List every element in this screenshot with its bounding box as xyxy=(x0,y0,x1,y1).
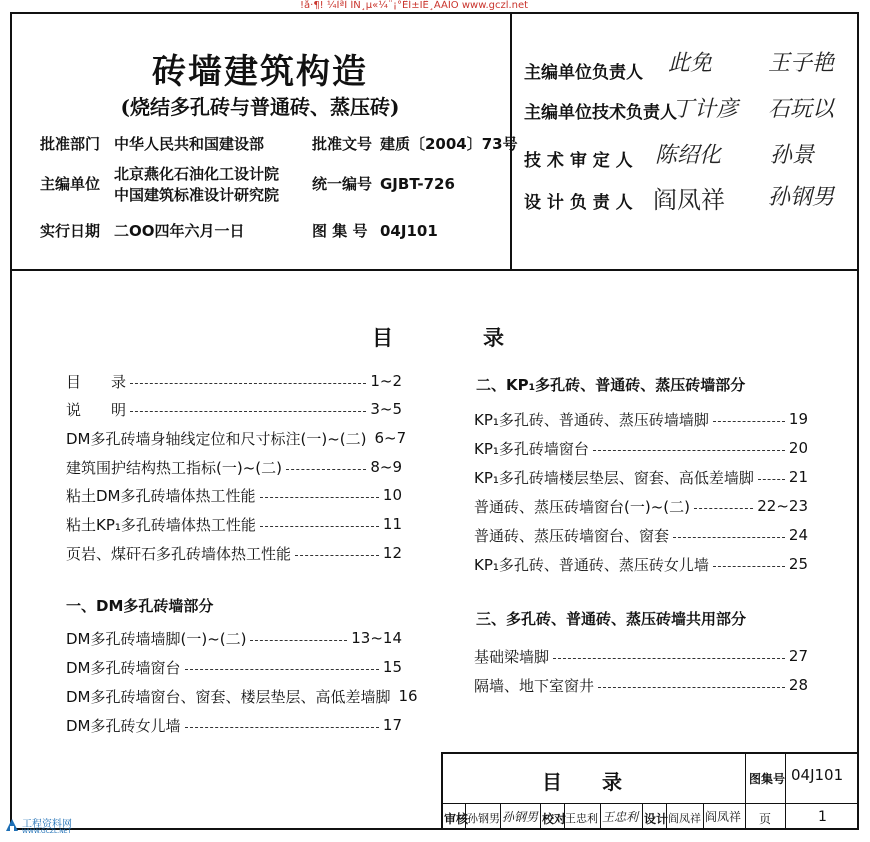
toc-item[interactable] xyxy=(474,645,808,667)
toc-item-label: 目 录 xyxy=(66,372,127,391)
toc-item-page: 8~9 xyxy=(370,458,402,476)
header-divider xyxy=(10,269,859,271)
toc-heading-left: 目 xyxy=(372,326,393,350)
handwritten-signature: 阎凤祥 xyxy=(653,186,725,214)
handwritten-signature: 此免 xyxy=(668,51,713,76)
toc-item[interactable] xyxy=(474,466,808,488)
toc-item-label: DM多孔砖墙身轴线定位和尺寸标注(一)~(二) xyxy=(66,429,367,448)
toc-item-label: 页岩、煤矸石多孔砖墙体热工性能 xyxy=(66,544,292,563)
section-heading: 三、多孔砖、普通砖、蒸压砖墙共用部分 xyxy=(476,610,747,628)
toc-item-label: DM多孔砖墙窗台 xyxy=(66,658,181,677)
reviewer-name: 孙钢男 xyxy=(467,812,500,825)
toc-item-label: 说 明 xyxy=(66,400,127,419)
toc-item-page: 15 xyxy=(382,658,402,676)
toc-item-label: 粘土KP₁多孔砖墙体热工性能 xyxy=(66,515,256,534)
toc-item-page: 13~14 xyxy=(351,629,402,647)
toc-item[interactable] xyxy=(474,553,808,575)
toc-item[interactable] xyxy=(66,398,402,420)
atlas-number-value: 04J101 xyxy=(791,766,844,784)
toc-leader xyxy=(130,382,366,384)
effective-label: 实行日期 xyxy=(40,222,101,240)
approval-dept-label: 批准部门 xyxy=(40,135,101,153)
toc-item[interactable] xyxy=(66,542,402,564)
toc-leader xyxy=(260,496,379,498)
editor-label: 主编单位 xyxy=(40,175,101,193)
atlas-number-label: 图集号 xyxy=(749,772,786,786)
toc-item-label: DM多孔砖女儿墙 xyxy=(66,716,181,735)
toc-item-page: 20 xyxy=(788,439,808,457)
unified-no-label: 统一编号 xyxy=(312,175,373,193)
handwritten-signature: 孙景 xyxy=(770,143,815,168)
title-block-divider xyxy=(540,803,541,830)
toc-item-page: 12 xyxy=(382,544,402,562)
section-heading: 二、KP₁多孔砖、普通砖、蒸压砖墙部分 xyxy=(476,376,746,394)
sign-row-label: 技 术 审 定 人 xyxy=(524,151,633,171)
toc-item-page: 25 xyxy=(788,555,808,573)
toc-item[interactable] xyxy=(66,427,407,449)
toc-leader xyxy=(260,525,379,527)
toc-item-label: KP₁多孔砖、普通砖、蒸压砖女儿墙 xyxy=(474,555,709,574)
toc-leader xyxy=(713,565,785,567)
toc-item-label: KP₁多孔砖墙窗台 xyxy=(474,439,589,458)
toc-item[interactable] xyxy=(66,714,402,736)
title-block-divider xyxy=(745,752,746,830)
atlas-no-label: 图 集 号 xyxy=(312,222,368,240)
title-block-mid xyxy=(441,803,859,804)
toc-leader xyxy=(713,420,785,422)
toc-item[interactable] xyxy=(66,685,418,707)
toc-item[interactable] xyxy=(66,656,402,678)
handwritten-signature: 阎凤祥 xyxy=(705,810,742,824)
toc-leader xyxy=(673,536,785,538)
section-heading: 一、DM多孔砖墙部分 xyxy=(66,597,214,615)
toc-item[interactable] xyxy=(474,495,808,517)
toc-item-page: 21 xyxy=(788,468,808,486)
toc-item-label: 建筑围护结构热工指标(一)~(二) xyxy=(66,458,282,477)
page-label: 页 xyxy=(759,812,772,826)
toc-item-label: 普通砖、蒸压砖墙窗台、窗套 xyxy=(474,526,670,545)
page-title: 砖墙建筑构造 xyxy=(152,52,368,92)
toc-leader xyxy=(250,639,347,641)
title-block-top xyxy=(441,752,859,754)
toc-leader xyxy=(694,507,753,509)
title-block-left xyxy=(441,752,443,830)
editor-1: 北京燕化石油化工设计院 xyxy=(114,165,280,183)
page-subtitle: (烧结多孔砖与普通砖、蒸压砖) xyxy=(120,95,400,119)
toc-item-page: 19 xyxy=(788,410,808,428)
approval-doc-label: 批准文号 xyxy=(312,135,373,153)
toc-item[interactable] xyxy=(66,627,402,649)
atlas-no: 04J101 xyxy=(380,222,438,240)
approval-doc: 建质〔2004〕73号 xyxy=(380,135,518,153)
title-block-divider xyxy=(600,803,601,830)
toc-item[interactable] xyxy=(66,456,402,478)
site-logo-icon xyxy=(4,817,20,833)
toc-item[interactable] xyxy=(474,524,808,546)
watermark-text: !å·¶! ¼ÌªÌ ÍÑ¸µ«¼¨¡°ÊÍ±ÏÊ¸ÁÀÍÓ www.gczl.net xyxy=(300,0,529,11)
toc-item-page: 24 xyxy=(788,526,808,544)
title-block-divider xyxy=(785,752,786,830)
toc-heading-right: 录 xyxy=(483,326,504,350)
toc-item-label: DM多孔砖墙墙脚(一)~(二) xyxy=(66,629,247,648)
handwritten-signature: 石玩以 xyxy=(768,97,835,122)
sign-row-label: 主编单位负责人 xyxy=(524,63,643,83)
sign-row-label: 主编单位技术负责人 xyxy=(524,103,677,123)
title-block-divider xyxy=(703,803,704,830)
toc-leader xyxy=(758,478,785,480)
toc-item-page: 11 xyxy=(382,515,402,533)
toc-leader xyxy=(130,410,366,412)
toc-leader xyxy=(598,686,785,688)
toc-item-page: 16 xyxy=(398,687,418,705)
page-number: 1 xyxy=(818,809,827,825)
handwritten-signature: 王忠利 xyxy=(602,810,639,824)
toc-leader xyxy=(553,657,785,659)
unified-no: GJBT-726 xyxy=(380,175,455,193)
title-block-title: 目 录 xyxy=(542,770,632,794)
editor-2: 中国建筑标准设计研究院 xyxy=(114,186,280,204)
toc-leader xyxy=(295,554,379,556)
toc-item-page: 6~7 xyxy=(374,429,407,447)
toc-item-label: DM多孔砖墙窗台、窗套、楼层垫层、高低差墙脚 xyxy=(66,687,391,706)
toc-leader xyxy=(593,449,785,451)
toc-leader xyxy=(185,726,379,728)
handwritten-signature: 陈绍化 xyxy=(655,143,722,168)
toc-leader xyxy=(185,668,379,670)
site-logo-name: 工程资料网 xyxy=(22,819,72,830)
title-block-divider xyxy=(642,803,643,830)
toc-item[interactable] xyxy=(66,513,402,535)
toc-item-label: KP₁多孔砖、普通砖、蒸压砖墙墙脚 xyxy=(474,410,709,429)
toc-item-label: KP₁多孔砖墙楼层垫层、窗套、高低差墙脚 xyxy=(474,468,754,487)
effective-date: 二OO四年六月一日 xyxy=(114,222,245,240)
handwritten-signature: 孙钢男 xyxy=(502,810,539,824)
handwritten-signature: 孙钢男 xyxy=(768,185,835,210)
toc-item[interactable] xyxy=(474,674,808,696)
toc-item-label: 基础梁墙脚 xyxy=(474,647,550,666)
handwritten-signature: 王子艳 xyxy=(768,51,835,76)
toc-leader xyxy=(286,468,366,470)
toc-item-label: 粘土DM多孔砖墙体热工性能 xyxy=(66,486,256,505)
toc-item[interactable] xyxy=(474,437,808,459)
toc-item-label: 隔墙、地下室窗井 xyxy=(474,676,595,695)
check-label: 校对 xyxy=(542,812,567,826)
title-block-divider xyxy=(500,803,501,830)
toc-item-page: 27 xyxy=(788,647,808,665)
toc-item-page: 10 xyxy=(382,486,402,504)
checker-name: 王忠利 xyxy=(565,812,598,825)
site-logo-url: WWW.GCZL.NET xyxy=(22,828,72,835)
toc-item-page: 28 xyxy=(788,676,808,694)
toc-item[interactable] xyxy=(474,408,808,430)
toc-item-page: 1~2 xyxy=(370,372,402,390)
toc-item[interactable] xyxy=(66,370,402,392)
toc-item-label: 普通砖、蒸压砖墙窗台(一)~(二) xyxy=(474,497,690,516)
toc-item-page: 22~23 xyxy=(757,497,808,515)
toc-item-page: 17 xyxy=(382,716,402,734)
design-label: 设计 xyxy=(644,812,669,826)
review-label: 审核 xyxy=(444,812,469,826)
toc-item[interactable] xyxy=(66,484,402,506)
handwritten-signature: 丁计彦 xyxy=(672,97,739,122)
designer-name: 阎凤祥 xyxy=(668,812,701,825)
approval-dept: 中华人民共和国建设部 xyxy=(114,135,265,153)
sign-row-label: 设 计 负 责 人 xyxy=(524,193,633,213)
toc-item-page: 3~5 xyxy=(370,400,402,418)
